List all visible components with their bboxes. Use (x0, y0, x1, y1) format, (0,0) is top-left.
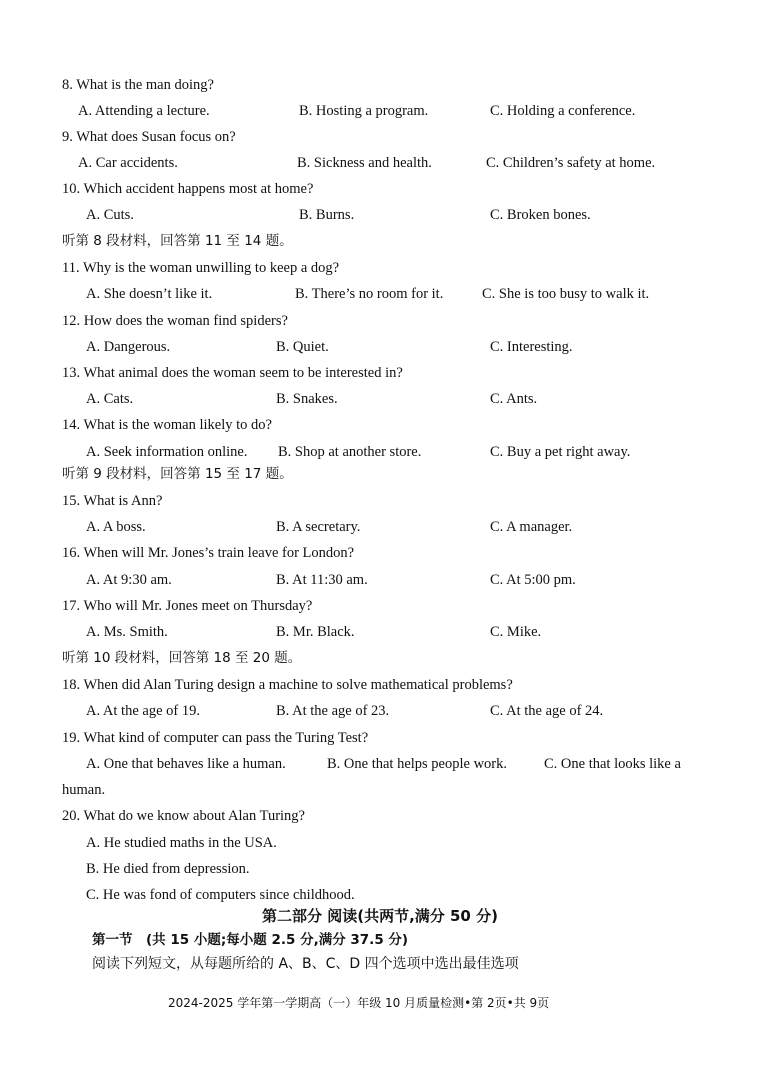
option-13a: A. Cats. (86, 391, 134, 407)
option-14a: A. Seek information online. (86, 444, 248, 460)
reading-direction: 阅读下列短文，从每题所给的 A、B、C、D 四个选项中选出最佳选项 (92, 956, 519, 972)
option-17a: A. Ms. Smith. (86, 624, 168, 640)
option-10c: C. Broken bones. (490, 207, 591, 223)
instruction-segment-10: 听第 10 段材料，回答第 18 至 20 题。 (62, 650, 302, 666)
option-11a: A. She doesn’t like it. (86, 286, 213, 302)
option-19b: B. One that helps people work. (327, 756, 508, 772)
option-20a: A. He studied maths in the USA. (86, 835, 277, 851)
option-18c: C. At the age of 24. (490, 703, 604, 719)
option-10b: B. Burns. (299, 207, 355, 223)
option-20b: B. He died from depression. (86, 861, 250, 877)
option-12a: A. Dangerous. (86, 339, 171, 355)
option-18b: B. At the age of 23. (276, 703, 390, 719)
question-9: 9. What does Susan focus on? (62, 129, 236, 145)
question-11: 11. Why is the woman unwilling to keep a dog? (62, 260, 340, 276)
option-15b: B. A secretary. (276, 519, 361, 535)
option-12b: B. Quiet. (276, 339, 329, 355)
question-18: 18. When did Alan Turing design a machine to solve mathematical problems? (62, 677, 513, 693)
option-9b: B. Sickness and health. (297, 155, 432, 171)
part-2-title: 第二部分 阅读(共两节,满分 50 分) (262, 907, 498, 925)
question-15: 15. What is Ann? (62, 493, 163, 509)
option-13b: B. Snakes. (276, 391, 338, 407)
question-20: 20. What do we know about Alan Turing? (62, 808, 305, 824)
page-footer: 2024-2025 学年第一学期高（一）年级 10 月质量检测•第 2页•共 9页 (168, 996, 550, 1010)
option-18a: A. At the age of 19. (86, 703, 200, 719)
option-15c: C. A manager. (490, 519, 573, 535)
option-20c: C. He was fond of computers since childhood. (86, 887, 355, 903)
option-12c: C. Interesting. (490, 339, 573, 355)
option-8a: A. Attending a lecture. (78, 103, 210, 119)
section-1-heading: 第一节 (共 15 小题;每小题 2.5 分,满分 37.5 分) (92, 932, 409, 948)
question-17: 17. Who will Mr. Jones meet on Thursday? (62, 598, 313, 614)
option-8b: B. Hosting a program. (299, 103, 429, 119)
question-12: 12. How does the woman find spiders? (62, 313, 288, 329)
option-17b: B. Mr. Black. (276, 624, 355, 640)
option-16a: A. At 9:30 am. (86, 572, 172, 588)
option-14b: B. Shop at another store. (278, 444, 422, 460)
instruction-segment-8: 听第 8 段材料，回答第 11 至 14 题。 (62, 233, 293, 249)
option-19c-continuation: human. (62, 782, 106, 798)
option-9c: C. Children’s safety at home. (486, 155, 656, 171)
option-15a: A. A boss. (86, 519, 146, 535)
option-14c: C. Buy a pet right away. (490, 444, 631, 460)
option-17c: C. Mike. (490, 624, 542, 640)
option-10a: A. Cuts. (86, 207, 134, 223)
option-19c: C. One that looks like a (544, 756, 681, 772)
option-9a: A. Car accidents. (78, 155, 178, 171)
question-8: 8. What is the man doing? (62, 77, 214, 93)
option-19a: A. One that behaves like a human. (86, 756, 286, 772)
question-16: 16. When will Mr. Jones’s train leave for London? (62, 545, 355, 561)
question-10: 10. Which accident happens most at home? (62, 181, 314, 197)
question-13: 13. What animal does the woman seem to be interested in? (62, 365, 403, 381)
question-14: 14. What is the woman likely to do? (62, 417, 272, 433)
option-11c: C. She is too busy to walk it. (482, 286, 650, 302)
option-13c: C. Ants. (490, 391, 538, 407)
option-11b: B. There’s no room for it. (295, 286, 444, 302)
question-19: 19. What kind of computer can pass the Turing Test? (62, 730, 369, 746)
instruction-segment-9: 听第 9 段材料，回答第 15 至 17 题。 (62, 466, 293, 482)
option-16b: B. At 11:30 am. (276, 572, 368, 588)
option-8c: C. Holding a conference. (490, 103, 636, 119)
option-16c: C. At 5:00 pm. (490, 572, 576, 588)
